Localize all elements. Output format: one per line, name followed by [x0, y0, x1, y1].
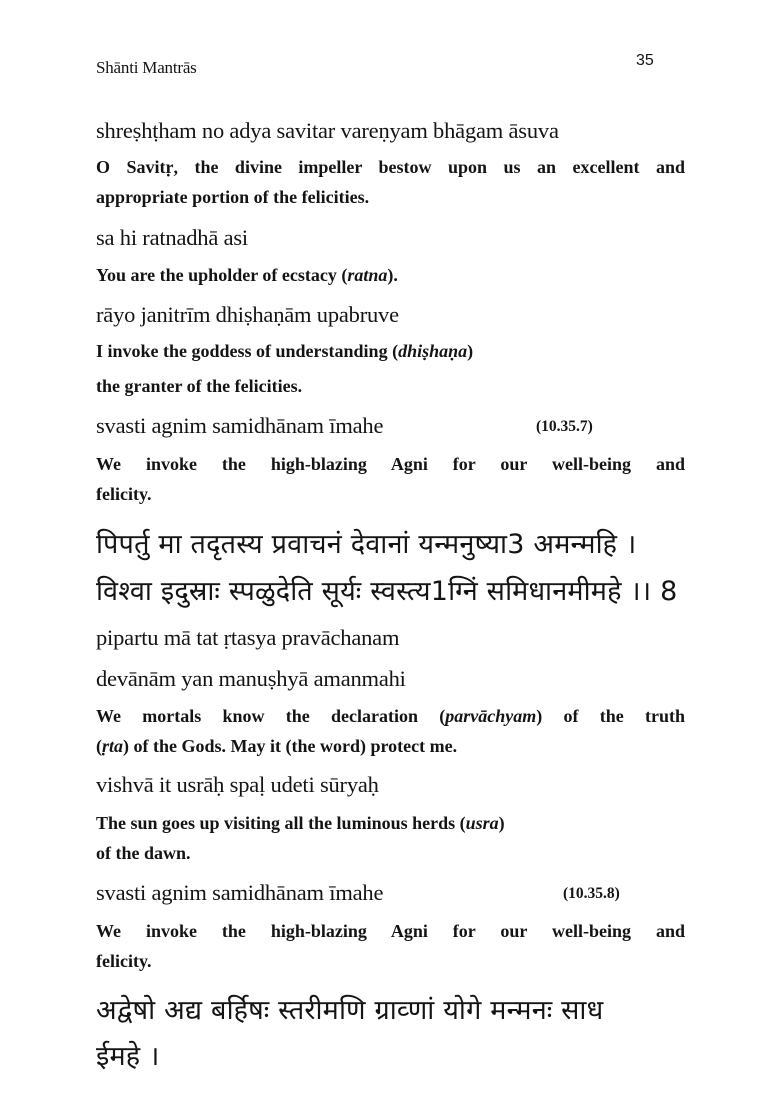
transliteration-line: shreṣhṭham no adya savitar vareṇyam bhāgam āsuva: [96, 118, 559, 143]
verse-reference: (10.35.8): [563, 885, 620, 902]
translation-line: We mortals know the declaration (parvāchyam) of the truth: [96, 706, 685, 726]
translation-line: appropriate portion of the felicities.: [96, 187, 370, 207]
translation-line: felicity.: [96, 951, 152, 971]
translation-line: felicity.: [96, 484, 152, 504]
running-title: Shānti Mantrās: [96, 58, 197, 77]
page-number: 35: [636, 52, 654, 69]
devanagari-verse-line: ईमहे ।: [96, 1041, 160, 1072]
verse-reference: (10.35.7): [536, 418, 593, 435]
transliteration-line: svasti agnim samidhānam īmahe: [96, 880, 384, 905]
devanagari-verse-line: पिपर्तु मा तदृतस्य प्रवाचनं देवानां यन्मनुष्या3 अमन्महि ।: [96, 529, 637, 560]
translation-line: The sun goes up visiting all the luminous herds (usra): [96, 813, 505, 833]
translation-line: the granter of the felicities.: [96, 376, 303, 396]
transliteration-line: pipartu mā tat ṛtasya pravāchanam: [96, 625, 400, 650]
translation-line: We invoke the high-blazing Agni for our well-being and: [96, 921, 685, 941]
devanagari-verse-line: अद्वेषो अद्य बर्हिषः स्तरीमणि ग्राव्णां योगे मन्मनः साध: [96, 995, 604, 1026]
devanagari-verse-line: विश्वा इदुस्राः स्पळुदेति सूर्यः स्वस्त्य1ग्निं समिधानमीमहे ।। 8: [96, 576, 678, 607]
translation-line: of the dawn.: [96, 843, 191, 863]
translation-line: (ṛta) of the Gods. May it (the word) protect me.: [96, 736, 458, 756]
translation-line: I invoke the goddess of understanding (dhiṣhaṇa): [96, 341, 474, 361]
translation-line: We invoke the high-blazing Agni for our well-being and: [96, 454, 685, 474]
transliteration-line: sa hi ratnadhā asi: [96, 225, 248, 250]
transliteration-line: devānām yan manuṣhyā amanmahi: [96, 666, 406, 691]
transliteration-line: rāyo janitrīm dhiṣhaṇām upabruve: [96, 302, 399, 327]
translation-line: O Savitṛ, the divine impeller bestow upon us an excellent and: [96, 157, 685, 177]
transliteration-line: vishvā it usrāḥ spaḷ udeti sūryaḥ: [96, 772, 379, 797]
transliteration-line: svasti agnim samidhānam īmahe: [96, 413, 384, 438]
translation-line: You are the upholder of ecstacy (ratna).: [96, 265, 398, 285]
